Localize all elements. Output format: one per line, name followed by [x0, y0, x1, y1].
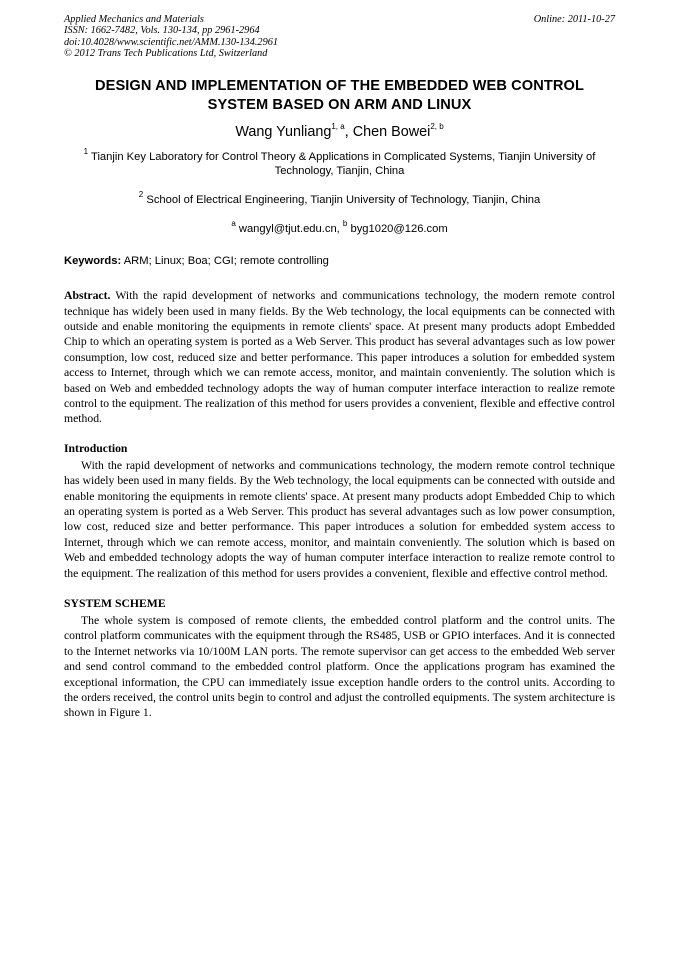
- email-link[interactable]: byg1020@126.com: [350, 223, 448, 236]
- abstract-text: With the rapid development of networks and communications technology, the modern remote control technique has widely been used in many fields. By the Web technology, the local equipments can be connected with outside and enable monitoring the equipments in remote clients' space. At present many products adopt Embedded Chip to which an operating system is ported as a Web Server. This product has several advantages such as low power consumption, low cost, reduced size and better performance. This paper introduces a solution for embedded system access to Internet, through which we can remote access, monitor, and maintain conveniently. The solution which is based on Web and embedded technology adopts the way of human computer interface interaction to realize remote control to the equipment. The realization of this method for users provides a convenient, flexible and effective control method.: [64, 289, 615, 426]
- abstract: [64, 288, 615, 427]
- journal-header: [64, 14, 615, 60]
- author-list: Wang Yunliang$^{1, a}$, Chen Bowei$^{2, b}$: [235, 121, 444, 140]
- system-scheme-paragraph: The whole system is composed of remote clients, the embedded control platform and the control units. The control platform communicates with the equipment through the RS485, USB or GPIO interfaces. And it is connected to the Internet networks via 10/100M LAN ports. The remote supervisor can get access to the embedded Web server and send control command to the embedded control platform. Once the applications program has examined the exceptional information, the CPU can immediately issue exception handle orders to the control units. According to the orders received, the control units begin to control and adjust the controlled equipments. The system architecture is shown in Figure 1.: [64, 614, 615, 720]
- author-sup: 2, b: [430, 121, 444, 131]
- author-name: Wang Yunliang: [235, 123, 332, 140]
- issn-line: ISSN: 1662-7482, Vols. 130-134, pp 2961-2964: [64, 25, 260, 37]
- keywords-text: ARM; Linux; Boa; CGI; remote controlling: [123, 254, 329, 267]
- copyright-line: © 2012 Trans Tech Publications Ltd, Switzerland: [64, 48, 268, 60]
- author-name: Chen Bowei: [352, 123, 431, 140]
- affiliation-sup: 2: [138, 189, 144, 199]
- section-heading-introduction: Introduction: [64, 441, 128, 455]
- email-sup: a: [231, 219, 236, 229]
- introduction-paragraph: With the rapid development of networks and communications technology, the modern remote control technique has widely been used in many fields. By the Web technology, the local equipments can be connected with outside and enable monitoring the equipments in remote clients' space. At present many products adopt Embedded Chip to which an operating system is ported as a Web Server. This product has several advantages such as low power consumption, low cost, reduced size and better performance. This paper introduces a solution for embedded system access to Internet, through which we can remote access, monitor, and maintain conveniently. The solution which is based on Web and embedded technology adopts the way of human computer interface interaction to realize remote control to the equipment. The realization of this method for users provides a convenient, flexible and effective control method.: [64, 458, 615, 580]
- email-sup: b: [342, 219, 348, 229]
- abstract-label: Abstract.: [64, 289, 111, 303]
- author-sup: 1, a: [331, 121, 345, 131]
- affiliation-1: [64, 146, 615, 179]
- doi-line: doi:10.4028/www.scientific.net/AMM.130-134.2961: [64, 36, 279, 48]
- affiliation-sup: 1: [83, 146, 89, 156]
- paper-title: DESIGN AND IMPLEMENTATION OF THE EMBEDDED WEB CONTROL SYSTEM BASED ON ARM AND LINUX: [94, 77, 585, 113]
- affiliation-2: [64, 189, 615, 208]
- email-link[interactable]: wangyl@tjut.edu.cn,: [238, 223, 340, 236]
- section-heading-system-scheme: SYSTEM SCHEME: [64, 597, 166, 611]
- author-emails: [64, 219, 615, 237]
- online-date: Online: 2011-10-27: [533, 14, 615, 25]
- keywords: [64, 254, 615, 269]
- paper-page: [64, 14, 615, 721]
- keywords-label: Keywords:: [64, 254, 122, 267]
- affiliation-text: School of Electrical Engineering, Tianjin University of Technology, Tianjin, China: [146, 193, 541, 206]
- affiliation-text: Tianjin Key Laboratory for Control Theory & Applications in Complicated Systems, Tianjin University of Technology, Tianjin, China: [91, 150, 596, 178]
- journal-name: Applied Mechanics and Materials: [64, 14, 204, 25]
